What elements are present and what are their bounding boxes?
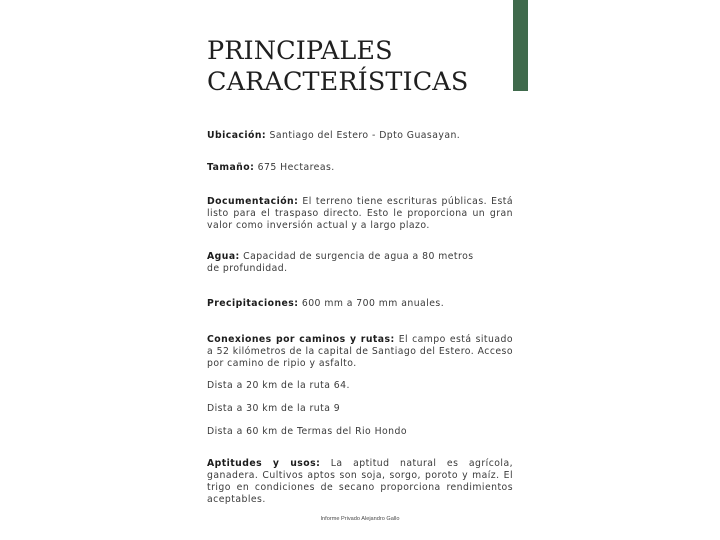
item-agua-line-1 [207, 251, 513, 263]
item-aptitudes-label: Aptitudes y usos: [207, 458, 321, 469]
item-distancia-ruta-64: Dista a 20 km de la ruta 64. [207, 380, 350, 391]
page-title-line-2: CARACTERÍSTICAS [207, 67, 469, 97]
item-tamano-label: Tamaño: [207, 162, 255, 173]
item-documentacion [207, 196, 513, 232]
page-footer: Informe Privado Alejandro Gallo [320, 516, 400, 522]
item-conexiones [207, 334, 513, 370]
item-ubicacion [207, 130, 513, 142]
item-agua-text-2: de profundidad. [207, 263, 288, 274]
page-title-line-1: PRINCIPALES [207, 36, 393, 66]
item-tamano [207, 162, 513, 174]
item-ubicacion-text: Santiago del Estero - Dpto Guasayan. [266, 130, 461, 141]
item-distancia-termas: Dista a 60 km de Termas del Rio Hondo [207, 426, 407, 437]
item-conexiones-label: Conexiones por caminos y rutas: [207, 334, 395, 345]
item-documentacion-label: Documentación: [207, 196, 299, 207]
item-aptitudes-text: La aptitud natural es agrícola, ganadera. Cultivos aptos son soja, sorgo, poroto y maíz. El trigo en condiciones de secano proporciona rendimientos aceptables. [207, 458, 513, 505]
accent-bar [513, 0, 528, 91]
item-documentacion-text: El terreno tiene escrituras públicas. Está listo para el traspaso directo. Esto le proporciona un gran valor como inversión actual y a largo plazo. [207, 196, 513, 231]
item-precipitaciones [207, 298, 513, 310]
item-agua [207, 251, 513, 275]
item-distancia-ruta-9: Dista a 30 km de la ruta 9 [207, 403, 341, 414]
item-precipitaciones-label: Precipitaciones: [207, 298, 299, 309]
item-ubicacion-label: Ubicación: [207, 130, 267, 141]
page-title [207, 36, 468, 98]
item-conexiones-text: El campo está situado a 52 kilómetros de la capital de Santiago del Estero. Acceso por camino de ripio y asfalto. [207, 334, 513, 369]
item-tamano-text: 675 Hectareas. [254, 162, 335, 173]
item-aptitudes [207, 458, 513, 506]
item-agua-text-1: Capacidad de surgencia de agua a 80 metros [239, 251, 474, 262]
item-agua-label: Agua: [207, 251, 240, 262]
item-precipitaciones-text: 600 mm a 700 mm anuales. [298, 298, 445, 309]
